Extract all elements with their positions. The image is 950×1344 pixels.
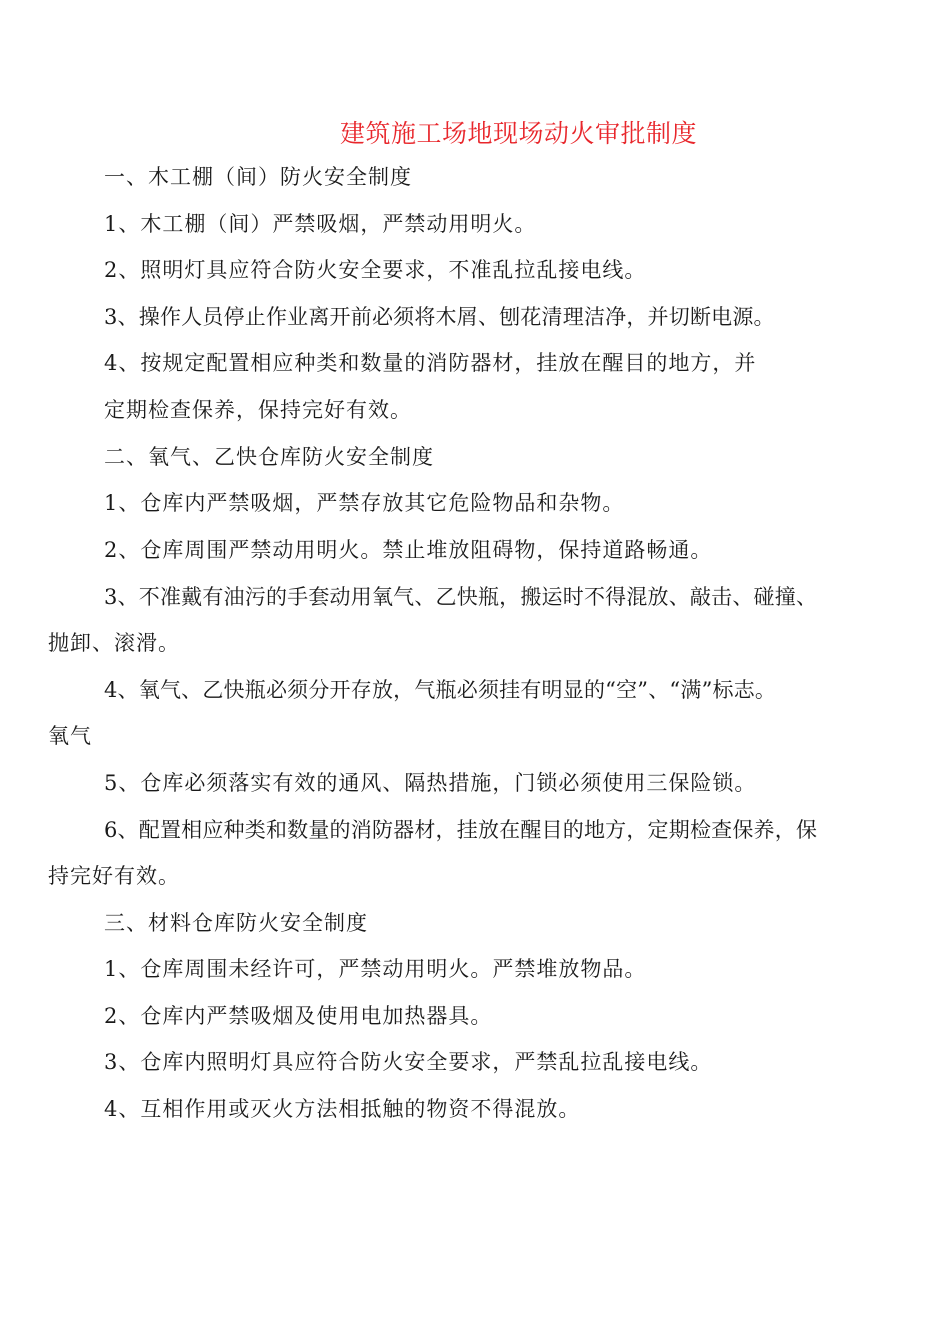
paragraph-line: 1、仓库内严禁吸烟，严禁存放其它危险物品和杂物。: [104, 491, 625, 515]
paragraph-line: 4、互相作用或灭火方法相抵触的物资不得混放。: [104, 1097, 581, 1121]
paragraph-line: 2、照明灯具应符合防火安全要求，不准乱拉乱接电线。: [104, 258, 647, 282]
paragraph-line: 2、仓库内严禁吸烟及使用电加热器具。: [104, 1004, 493, 1028]
paragraph-line: 4、氧气、乙快瓶必须分开存放，气瓶必须挂有明显的“空”、“满”标志。: [104, 678, 777, 702]
paragraph-line: 4、按规定配置相应种类和数量的消防器材，挂放在醒目的地方，并: [104, 351, 757, 375]
paragraph-line: 5、仓库必须落实有效的通风、隔热措施，门锁必须使用三保险锁。: [104, 771, 757, 795]
paragraph-line: 3、仓库内照明灯具应符合防火安全要求，严禁乱拉乱接电线。: [104, 1050, 713, 1074]
paragraph-line: 1、仓库周围未经许可，严禁动用明火。严禁堆放物品。: [104, 957, 647, 981]
paragraph-line: 6、配置相应种类和数量的消防器材，挂放在醒目的地方，定期检查保养，保: [104, 818, 818, 842]
paragraph-line: 定期检查保养，保持完好有效。: [104, 398, 412, 422]
paragraph-line: 1、木工棚（间）严禁吸烟，严禁动用明火。: [104, 212, 537, 236]
paragraph-line: 抛卸、滚滑。: [48, 631, 180, 655]
paragraph-line: 2、仓库周围严禁动用明火。禁止堆放阻碍物，保持道路畅通。: [104, 538, 713, 562]
paragraph-line: 3、不准戴有油污的手套动用氧气、乙快瓶，搬运时不得混放、敲击、碰撞、: [104, 585, 818, 609]
document-title: 建筑施工场地现场动火审批制度: [340, 119, 698, 148]
section-heading-2: 二、氧气、乙快仓库防火安全制度: [104, 445, 434, 469]
paragraph-line: 持完好有效。: [48, 864, 180, 888]
section-heading-1: 一、木工棚（间）防火安全制度: [104, 165, 412, 189]
section-heading-3: 三、材料仓库防火安全制度: [104, 911, 368, 935]
paragraph-line: 氧气: [48, 724, 92, 748]
paragraph-line: 3、操作人员停止作业离开前必须将木屑、刨花清理洁净，并切断电源。: [104, 305, 775, 329]
